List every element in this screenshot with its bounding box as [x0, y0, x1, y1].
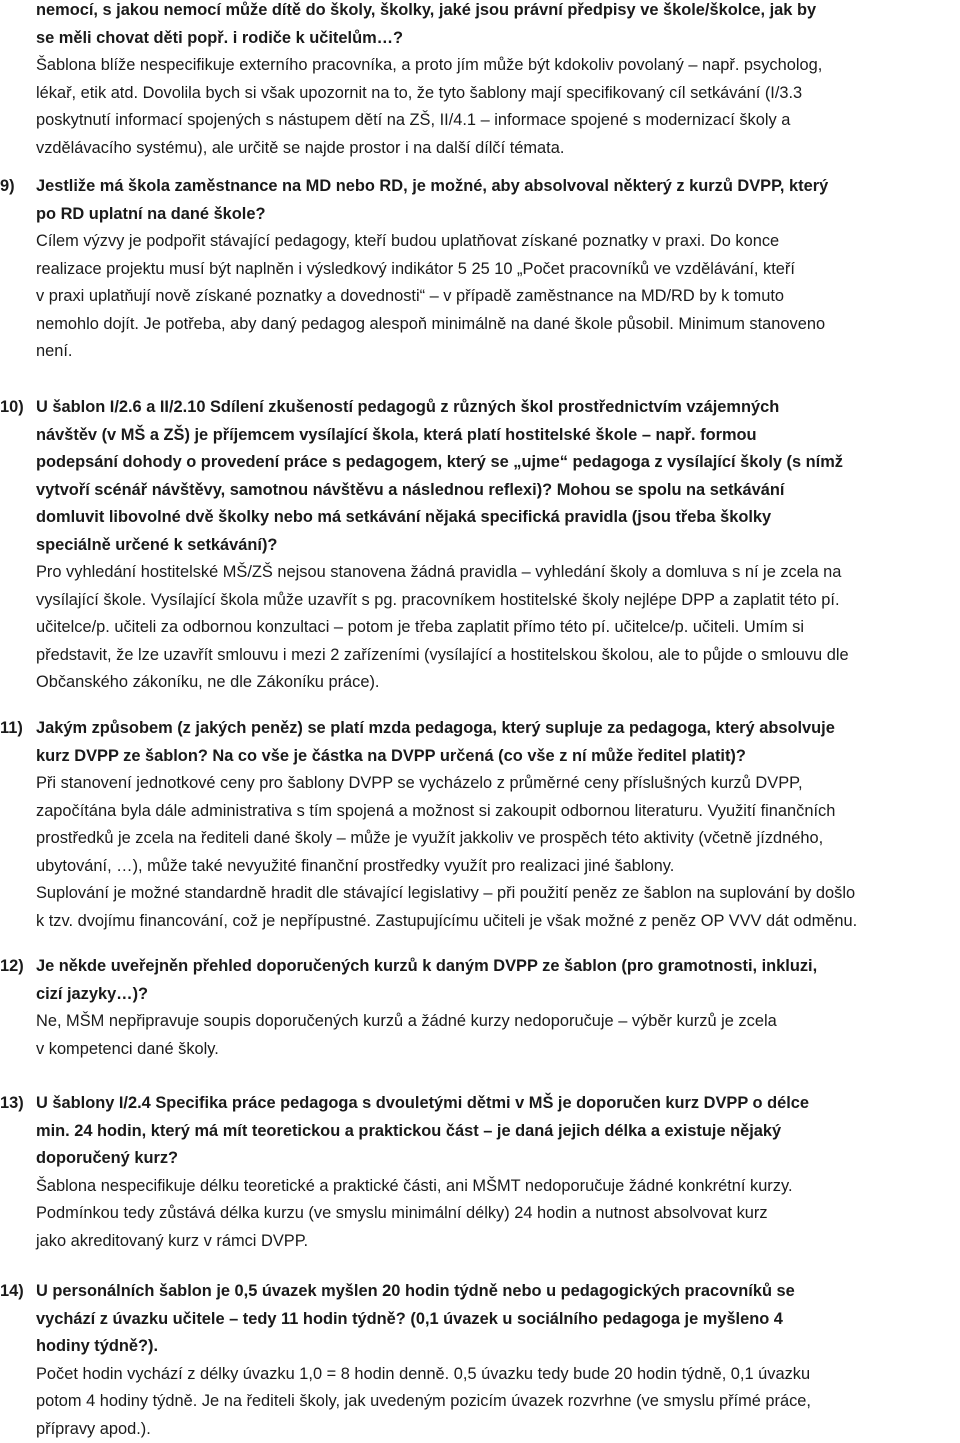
- answer-line: prostředků je zcela na řediteli dané školy – může je využít jakkoliv ve prospěch této aktivity (včetně jízdného,: [36, 825, 857, 853]
- question-line: cizí jazyky…)?: [36, 981, 817, 1009]
- item-number: 13): [0, 1090, 24, 1118]
- answer-line: Suplování je možné standardně hradit dle stávající legislativy – při použití peněz ze šablon na suplování by došlo: [36, 880, 857, 908]
- answer-line: ubytování, …), může také nevyužité finanční prostředky využít pro realizaci jiné šablony.: [36, 853, 857, 881]
- item-number: 14): [0, 1278, 24, 1306]
- question-line: kurz DVPP ze šablon? Na co vše je částka na DVPP určená (co vše z ní může ředitel platit)?: [36, 743, 857, 771]
- answer-line: započítána byla dále administrativa s tím spojená a možnost si zakoupit odbornou literaturu. Využití finančních: [36, 798, 857, 826]
- answer-line: v kompetenci dané školy.: [36, 1036, 817, 1064]
- question-line: domluvit libovolné dvě školky nebo má setkávání nějaká specifická pravidla (jsou třeba školky: [36, 504, 849, 532]
- answer-line: představit, že lze uzavřít smlouvu i mezi 2 zařízeními (vysílající a hostitelskou školou, ale to půjde o smlouvu dle: [36, 642, 849, 670]
- answer-line: Ne, MŠM nepřipravuje soupis doporučených kurzů a žádné kurzy nedoporučuje – výběr kurzů je zcela: [36, 1008, 817, 1036]
- item-number: 10): [0, 394, 24, 422]
- question-line: U personálních šablon je 0,5 úvazek myšlen 20 hodin týdně nebo u pedagogických pracovníků se: [36, 1278, 811, 1306]
- answer-line: Podmínkou tedy zůstává délka kurzu (ve smyslu minimální délky) 24 hodin a nutnost absolvovat kurz: [36, 1200, 809, 1228]
- item-number: 9): [0, 173, 15, 201]
- question-line: hodiny týdně?).: [36, 1333, 811, 1361]
- question-line: speciálně určené k setkávání)?: [36, 532, 849, 560]
- answer-line: nemohlo dojít. Je potřeba, aby daný pedagog alespoň minimálně na dané škole působil. Minimum stanoveno: [36, 311, 828, 339]
- intro-answer-line: lékař, etik atd. Dovolila bych si však upozornit na to, že tyto šablony mají specifikovaný cíl setkávání (I/3.3: [36, 80, 956, 108]
- answer-line: potom 4 hodiny týdně. Je na řediteli školy, jak uvedeným pozicím úvazek rozvrhne (ve smyslu přímé práce,: [36, 1388, 811, 1416]
- question-line: min. 24 hodin, který má mít teoretickou a praktickou část – je daná jejich délka a existuje nějaký: [36, 1118, 809, 1146]
- answer-line: Cílem výzvy je podpořit stávající pedagogy, kteří budou uplatňovat získané poznatky v praxi. Do konce: [36, 228, 828, 256]
- intro-question-line: se měli chovat děti popř. i rodiče k učitelům…?: [36, 25, 956, 53]
- question-line: Jestliže má škola zaměstnance na MD nebo RD, je možné, aby absolvoval některý z kurzů DVPP, který: [36, 173, 828, 201]
- answer-line: vysílající škole. Vysílající škola může uzavřít s pg. pracovníkem hostitelské školy nejlépe DPP a zaplatit této pí.: [36, 587, 849, 615]
- answer-line: Pro vyhledání hostitelské MŠ/ZŠ nejsou stanovena žádná pravidla – vyhledání školy a domluva s ní je zcela na: [36, 559, 849, 587]
- intro-answer-line: poskytnutí informací spojených s nástupem dětí na ZŠ, II/4.1 – informace spojené s modernizací školy a: [36, 107, 956, 135]
- question-line: doporučený kurz?: [36, 1145, 809, 1173]
- intro-question-line: nemocí, s jakou nemocí může dítě do školy, školky, jaké jsou právní předpisy ve škole/školce, jak by: [36, 0, 956, 25]
- question-line: vychází z úvazku učitele – tedy 11 hodin týdně? (0,1 úvazek u sociálního pedagoga je myšleno 4: [36, 1306, 811, 1334]
- answer-line: jako akreditovaný kurz v rámci DVPP.: [36, 1228, 809, 1256]
- question-line: vytvoří scénář návštěvy, samotnou návštěvu a následnou reflexi)? Mohou se spolu na setkávání: [36, 477, 849, 505]
- question-line: po RD uplatní na dané škole?: [36, 201, 828, 229]
- answer-line: není.: [36, 338, 828, 366]
- answer-line: k tzv. dvojímu financování, což je nepřípustné. Zastupujícímu učiteli je však možné z peněz OP VVV dát odměnu.: [36, 908, 857, 936]
- question-line: návštěv (v MŠ a ZŠ) je příjemcem vysílající škola, která platí hostitelské škole – např. formou: [36, 422, 849, 450]
- answer-line: přípravy apod.).: [36, 1416, 811, 1443]
- answer-line: realizace projektu musí být naplněn i výsledkový indikátor 5 25 10 „Počet pracovníků ve vzdělávání, kteří: [36, 256, 828, 284]
- question-line: U šablony I/2.4 Specifika práce pedagoga s dvouletými dětmi v MŠ je doporučen kurz DVPP o délce: [36, 1090, 809, 1118]
- answer-line: Při stanovení jednotkové ceny pro šablony DVPP se vycházelo z průměrné ceny příslušných kurzů DVPP,: [36, 770, 857, 798]
- answer-line: učitelce/p. učiteli za odbornou konzultaci – potom je třeba zaplatit přímo této pí. učitelce/p. učiteli. Umím si: [36, 614, 849, 642]
- answer-line: v praxi uplatňují nově získané poznatky a dovednosti“ – v případě zaměstnance na MD/RD by k tomuto: [36, 283, 828, 311]
- intro-block: [36, 0, 956, 162]
- item-number: 12): [0, 953, 24, 981]
- intro-answer-line: Šablona blíže nespecifikuje externího pracovníka, a proto jím může být kdokoliv povolaný – např. psycholog,: [36, 52, 956, 80]
- item-number: 11): [0, 715, 23, 743]
- question-line: Je někde uveřejněn přehled doporučených kurzů k daným DVPP ze šablon (pro gramotnosti, inkluzi,: [36, 953, 817, 981]
- intro-answer-line: vzdělávacího systému), ale určitě se najde prostor i na další dílčí témata.: [36, 135, 956, 163]
- question-line: podepsání dohody o provedení práce s pedagogem, který se „ujme“ pedagoga z vysílající školy (s nímž: [36, 449, 849, 477]
- answer-line: Počet hodin vychází z délky úvazku 1,0 = 8 hodin denně. 0,5 úvazku tedy bude 20 hodin týdně, 0,1 úvazku: [36, 1361, 811, 1389]
- question-line: U šablon I/2.6 a II/2.10 Sdílení zkušeností pedagogů z různých škol prostřednictvím vzájemných: [36, 394, 849, 422]
- answer-line: Občanského zákoníku, ne dle Zákoníku práce).: [36, 669, 849, 697]
- answer-line: Šablona nespecifikuje délku teoretické a praktické části, ani MŠMT nedoporučuje žádné konkrétní kurzy.: [36, 1173, 809, 1201]
- question-line: Jakým způsobem (z jakých peněz) se platí mzda pedagoga, který supluje za pedagoga, který absolvuje: [36, 715, 857, 743]
